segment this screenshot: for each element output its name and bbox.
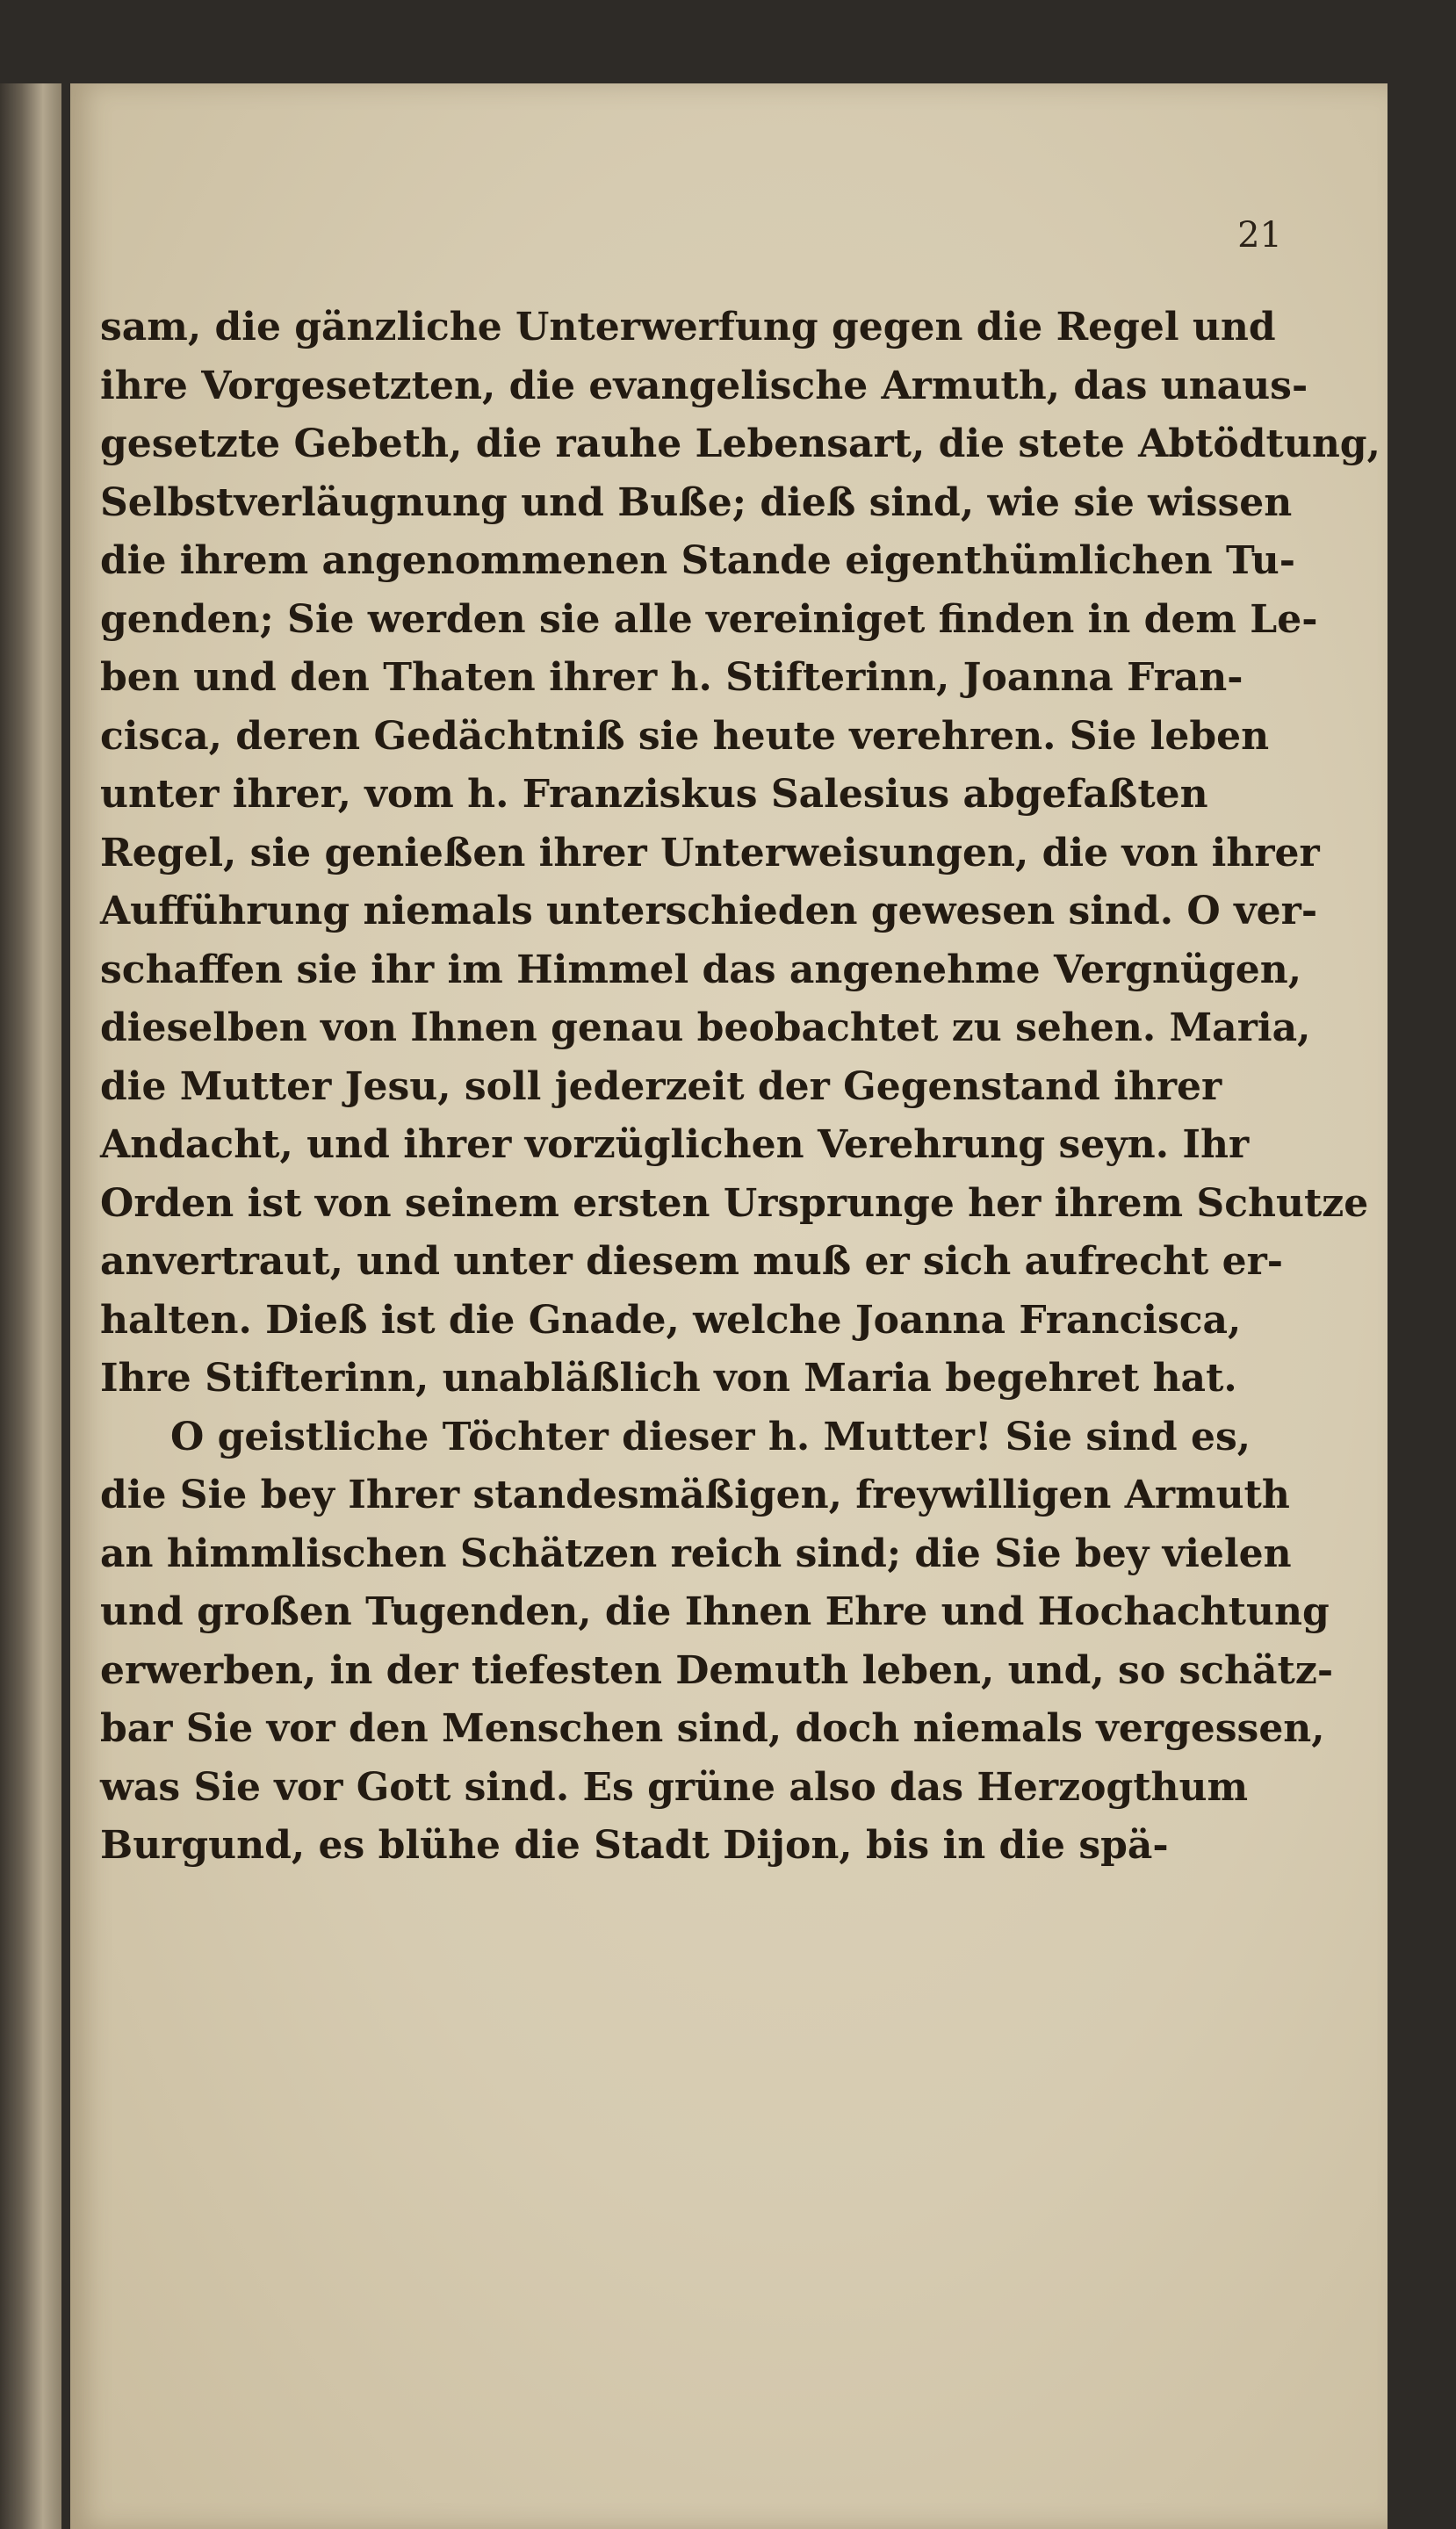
text-line: gesetzte Gebeth, die rauhe Lebensart, die stete Abtödtung, — [100, 422, 1380, 466]
text-line: an himmlischen Schätzen reich sind; die Sie bey vielen — [100, 1531, 1292, 1576]
text-line: O geistliche Töchter dieser h. Mutter! Sie sind es, — [170, 1414, 1251, 1459]
text-line: Ihre Stifterinn, unabläßlich von Maria begehret hat. — [100, 1356, 1237, 1401]
text-line: die ihrem angenommenen Stande eigenthümlichen Tu- — [100, 538, 1296, 583]
text-line: schaffen sie ihr im Himmel das angenehme Vergnügen, — [100, 947, 1302, 992]
text-line: und großen Tugenden, die Ihnen Ehre und Hochachtung — [100, 1589, 1330, 1634]
text-line: cisca, deren Gedächtniß sie heute verehren. Sie leben — [100, 713, 1270, 759]
text-line: bar Sie vor den Menschen sind, doch niemals vergessen, — [100, 1706, 1325, 1751]
text-line: genden; Sie werden sie alle vereiniget finden in dem Le- — [100, 596, 1318, 642]
text-line: die Mutter Jesu, soll jederzeit der Gegenstand ihrer — [100, 1063, 1222, 1109]
text-line: unter ihrer, vom h. Franziskus Salesius abgefaßten — [100, 772, 1208, 817]
text-line: Regel, sie genießen ihrer Unterweisungen, die von ihrer — [100, 830, 1320, 875]
text-line: anvertraut, und unter diesem muß er sich aufrecht er- — [100, 1239, 1284, 1284]
text-line: halten. Dieß ist die Gnade, welche Joanna Francisca, — [100, 1297, 1242, 1343]
text-line: Andacht, und ihrer vorzüglichen Verehrung seyn. Ihr — [100, 1122, 1250, 1167]
text-line: was Sie vor Gott sind. Es grüne also das Herzogthum — [100, 1764, 1249, 1810]
body-text — [100, 299, 1380, 1876]
text-line: Selbstverläugnung und Buße; dieß sind, wie sie wissen — [100, 479, 1293, 525]
left-page-edge — [0, 83, 61, 2529]
text-line: erwerben, in der tiefesten Demuth leben, und, so schätz- — [100, 1647, 1334, 1693]
book-page — [70, 83, 1388, 2529]
text-line: ihre Vorgesetzten, die evangelische Armuth, das unaus- — [100, 363, 1308, 408]
text-line: ben und den Thaten ihrer h. Stifterinn, Joanna Fran- — [100, 655, 1243, 700]
text-line: sam, die gänzliche Unterwerfung gegen die Regel und — [100, 305, 1276, 349]
text-line: dieselben von Ihnen genau beobachtet zu sehen. Maria, — [100, 1005, 1311, 1050]
text-line: die Sie bey Ihrer standesmäßigen, freywilligen Armuth — [100, 1473, 1290, 1517]
text-line: Orden ist von seinem ersten Ursprunge her ihrem Schutze — [100, 1180, 1369, 1226]
text-line: Burgund, es blühe die Stadt Dijon, bis in die spä- — [100, 1823, 1169, 1868]
page-number: 21 — [1237, 215, 1282, 256]
text-line: Aufführung niemals unterschieden gewesen sind. O ver- — [100, 889, 1318, 933]
